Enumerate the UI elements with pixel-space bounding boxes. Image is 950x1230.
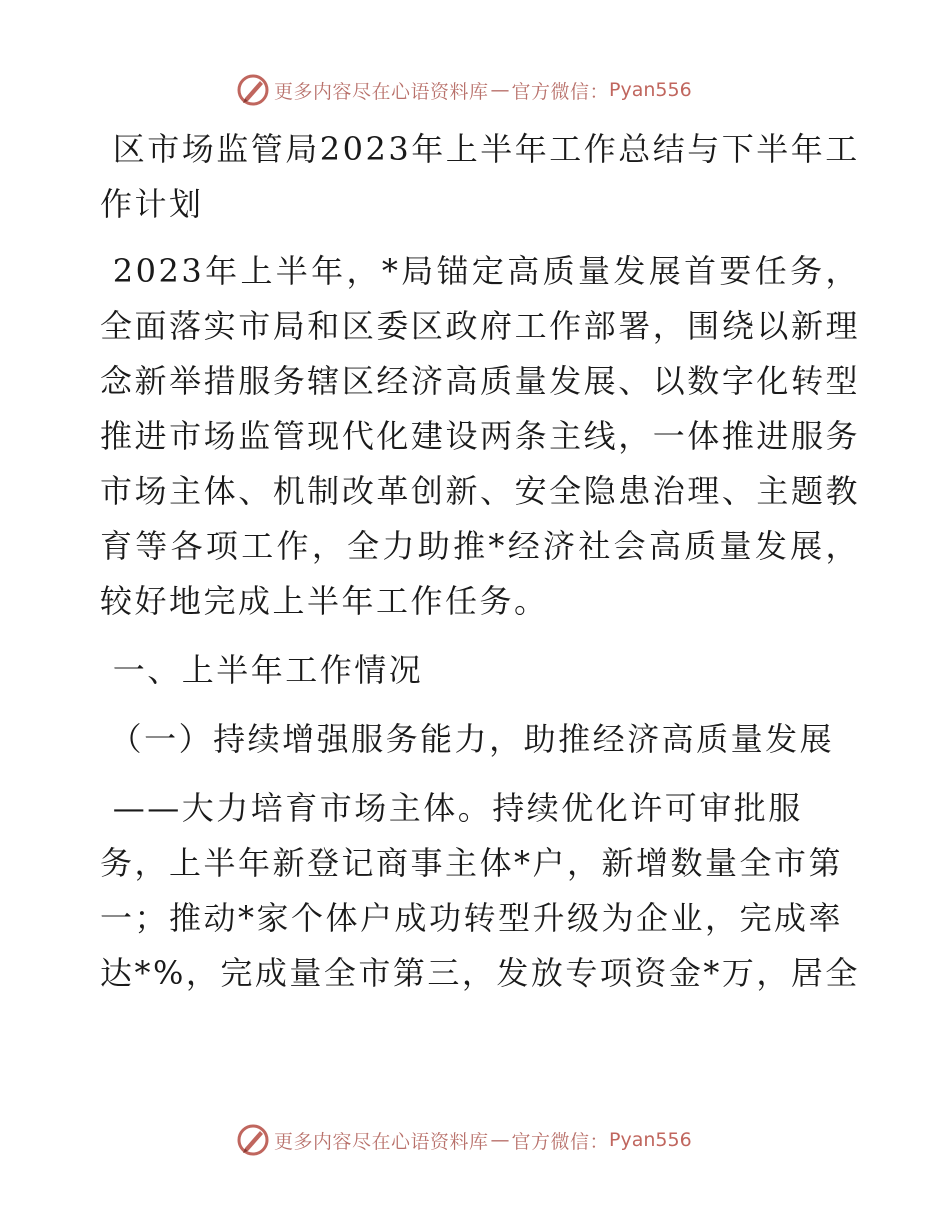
subsection-heading: （一）持续增强服务能力，助推经济高质量发展 bbox=[109, 720, 835, 758]
footer-watermark bbox=[236, 1122, 692, 1158]
watermark-id: Pyan556 bbox=[609, 79, 692, 101]
section-heading: 一、上半年工作情况 bbox=[112, 651, 424, 689]
watermark-separator: — bbox=[490, 79, 510, 101]
document-body bbox=[100, 122, 860, 1001]
watermark-label: 官方微信： bbox=[511, 1130, 610, 1153]
header-watermark bbox=[236, 72, 692, 108]
watermark-label: 官方微信： bbox=[511, 80, 610, 103]
watermark-separator: — bbox=[490, 1129, 510, 1151]
body-paragraph: ——大力培育市场主体。持续优化许可审批服务，上半年新登记商事主体*户，新增数量全市第一；推动*家个体户成功转型升级为企业，完成率达*%，完成量全市第三，发放专项资金*万，居全 bbox=[100, 789, 860, 992]
pen-logo-icon bbox=[236, 73, 270, 107]
intro-paragraph: 2023年上半年，*局锚定高质量发展首要任务，全面落实市局和区委区政府工作部署，围绕以新理念新举措服务辖区经济高质量发展、以数字化转型推进市场监管现代化建设两条主线，一体推进服务市场主体、机制改革创新、安全隐患治理、主题教育等各项工作，全力助推*经济社会高质量发展，较好地完成上半年工作任务。 bbox=[100, 252, 860, 620]
watermark-text: 更多内容尽在心语资料库 bbox=[274, 80, 489, 103]
watermark-id: Pyan556 bbox=[609, 1129, 692, 1151]
document-title: 区市场监管局2023年上半年工作总结与下半年工作计划 bbox=[100, 130, 860, 223]
watermark-text: 更多内容尽在心语资料库 bbox=[274, 1130, 489, 1153]
pen-logo-icon bbox=[236, 1123, 270, 1157]
